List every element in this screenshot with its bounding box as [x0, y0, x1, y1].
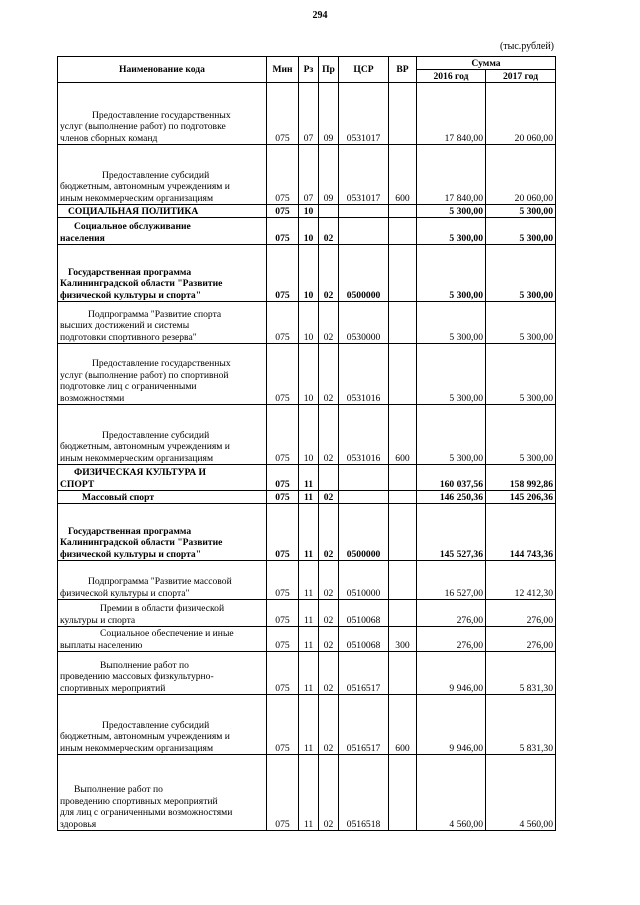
cell-y2016: 9 946,00 — [417, 652, 486, 695]
cell-csr — [339, 218, 389, 245]
cell-y2017: 276,00 — [486, 600, 556, 627]
table-row — [58, 344, 556, 405]
cell-pr: 02 — [319, 561, 339, 600]
cell-vr — [389, 561, 417, 600]
cell-csr: 0531017 — [339, 83, 389, 145]
table-row — [58, 504, 556, 561]
cell-vr: 300 — [389, 627, 417, 652]
cell-vr — [389, 465, 417, 491]
cell-name: Подпрограмма "Развитие массовой физической культуры и спорта" — [58, 561, 267, 600]
cell-y2016: 5 300,00 — [417, 205, 486, 218]
cell-name: Предоставление субсидий бюджетным, автономным учреждениям и иным некоммерческим организациям — [58, 145, 267, 205]
cell-y2016: 5 300,00 — [417, 218, 486, 245]
cell-y2016: 160 037,56 — [417, 465, 486, 491]
cell-csr: 0500000 — [339, 245, 389, 302]
cell-pr: 02 — [319, 405, 339, 465]
cell-min: 075 — [267, 652, 299, 695]
cell-rz: 11 — [299, 491, 319, 504]
cell-vr — [389, 302, 417, 344]
cell-vr — [389, 491, 417, 504]
header-vr: ВР — [389, 57, 417, 83]
cell-y2016: 146 250,36 — [417, 491, 486, 504]
cell-name: Выполнение работ по проведению массовых физкультурно- спортивных мероприятий — [58, 652, 267, 695]
cell-min: 075 — [267, 627, 299, 652]
cell-vr — [389, 205, 417, 218]
table-row — [58, 491, 556, 504]
cell-min: 075 — [267, 600, 299, 627]
cell-y2016: 5 300,00 — [417, 245, 486, 302]
cell-rz: 11 — [299, 695, 319, 755]
cell-csr: 0531016 — [339, 344, 389, 405]
cell-y2017: 158 992,86 — [486, 465, 556, 491]
header-min: Мин — [267, 57, 299, 83]
cell-name: Социальное обеспечение и иные выплаты населению — [58, 627, 267, 652]
cell-y2017: 5 831,30 — [486, 652, 556, 695]
cell-vr — [389, 504, 417, 561]
cell-y2017: 5 831,30 — [486, 695, 556, 755]
cell-min: 075 — [267, 344, 299, 405]
cell-name: Предоставление субсидий бюджетным, автономным учреждениям и иным некоммерческим организациям — [58, 405, 267, 465]
cell-y2017: 5 300,00 — [486, 302, 556, 344]
table-row — [58, 405, 556, 465]
table-row — [58, 218, 556, 245]
cell-vr — [389, 652, 417, 695]
cell-csr: 0510000 — [339, 561, 389, 600]
cell-pr — [319, 465, 339, 491]
cell-y2016: 145 527,36 — [417, 504, 486, 561]
cell-csr: 0510068 — [339, 600, 389, 627]
cell-rz: 11 — [299, 627, 319, 652]
cell-name: СОЦИАЛЬНАЯ ПОЛИТИКА — [58, 205, 267, 218]
cell-pr: 09 — [319, 83, 339, 145]
cell-min: 075 — [267, 302, 299, 344]
cell-rz: 10 — [299, 302, 319, 344]
cell-y2017: 12 412,30 — [486, 561, 556, 600]
cell-rz: 11 — [299, 652, 319, 695]
cell-min: 075 — [267, 491, 299, 504]
header-pr: Пр — [319, 57, 339, 83]
cell-csr — [339, 465, 389, 491]
cell-pr: 02 — [319, 491, 339, 504]
header-sum: Сумма — [417, 57, 556, 70]
cell-min: 075 — [267, 218, 299, 245]
cell-pr: 02 — [319, 218, 339, 245]
cell-rz: 10 — [299, 245, 319, 302]
cell-vr: 600 — [389, 695, 417, 755]
cell-min: 075 — [267, 755, 299, 831]
cell-pr: 02 — [319, 245, 339, 302]
header-year-2016: 2016 год — [417, 70, 486, 83]
cell-y2017: 144 743,36 — [486, 504, 556, 561]
cell-rz: 11 — [299, 600, 319, 627]
table-row — [58, 302, 556, 344]
cell-csr: 0530000 — [339, 302, 389, 344]
header-year-2017: 2017 год — [486, 70, 556, 83]
cell-y2016: 17 840,00 — [417, 145, 486, 205]
cell-csr: 0531017 — [339, 145, 389, 205]
units-label: (тыс.рублей) — [499, 41, 554, 52]
cell-vr — [389, 218, 417, 245]
cell-y2016: 16 527,00 — [417, 561, 486, 600]
cell-rz: 10 — [299, 344, 319, 405]
cell-y2016: 5 300,00 — [417, 344, 486, 405]
cell-min: 075 — [267, 245, 299, 302]
cell-name: Премии в области физической культуры и спорта — [58, 600, 267, 627]
cell-rz: 11 — [299, 465, 319, 491]
cell-min: 075 — [267, 205, 299, 218]
cell-pr: 02 — [319, 695, 339, 755]
cell-pr: 09 — [319, 145, 339, 205]
cell-csr: 0516517 — [339, 652, 389, 695]
header-csr: ЦСР — [339, 57, 389, 83]
cell-rz: 07 — [299, 145, 319, 205]
cell-vr — [389, 755, 417, 831]
cell-y2017: 20 060,00 — [486, 83, 556, 145]
cell-name: Подпрограмма "Развитие спорта высших достижений и системы подготовки спортивного резерва" — [58, 302, 267, 344]
cell-pr: 02 — [319, 755, 339, 831]
cell-y2017: 4 560,00 — [486, 755, 556, 831]
cell-rz: 11 — [299, 504, 319, 561]
cell-name: Выполнение работ по проведению спортивных мероприятий для лиц с ограниченными возможностями здоровья — [58, 755, 267, 831]
cell-csr: 0531016 — [339, 405, 389, 465]
cell-y2017: 20 060,00 — [486, 145, 556, 205]
cell-csr: 0510068 — [339, 627, 389, 652]
table-row — [58, 652, 556, 695]
table-body — [58, 83, 556, 831]
cell-y2016: 9 946,00 — [417, 695, 486, 755]
cell-name: Государственная программа Калининградской области "Развитие физической культуры и спорта" — [58, 504, 267, 561]
cell-y2017: 276,00 — [486, 627, 556, 652]
cell-vr — [389, 83, 417, 145]
table-row — [58, 83, 556, 145]
table-row — [58, 465, 556, 491]
cell-name: Предоставление государственных услуг (выполнение работ) по спортивной подготовке лиц с ограниченными возможностями — [58, 344, 267, 405]
cell-vr: 600 — [389, 405, 417, 465]
cell-vr — [389, 245, 417, 302]
table-row — [58, 145, 556, 205]
cell-name: Государственная программа Калининградской области "Развитие физической культуры и спорта" — [58, 245, 267, 302]
cell-pr: 02 — [319, 627, 339, 652]
cell-vr — [389, 344, 417, 405]
cell-y2017: 5 300,00 — [486, 205, 556, 218]
cell-min: 075 — [267, 145, 299, 205]
cell-y2017: 145 206,36 — [486, 491, 556, 504]
cell-csr — [339, 205, 389, 218]
cell-y2017: 5 300,00 — [486, 218, 556, 245]
cell-y2016: 17 840,00 — [417, 83, 486, 145]
cell-pr: 02 — [319, 344, 339, 405]
cell-min: 075 — [267, 695, 299, 755]
cell-csr: 0516517 — [339, 695, 389, 755]
table-row — [58, 755, 556, 831]
cell-min: 075 — [267, 504, 299, 561]
cell-pr: 02 — [319, 504, 339, 561]
cell-name: Предоставление субсидий бюджетным, автономным учреждениям и иным некоммерческим организациям — [58, 695, 267, 755]
cell-y2016: 276,00 — [417, 627, 486, 652]
cell-min: 075 — [267, 465, 299, 491]
cell-y2016: 5 300,00 — [417, 302, 486, 344]
cell-rz: 11 — [299, 755, 319, 831]
table-row — [58, 205, 556, 218]
page-number: 294 — [312, 10, 328, 21]
cell-pr: 02 — [319, 652, 339, 695]
header-rz: Рз — [299, 57, 319, 83]
table-row — [58, 561, 556, 600]
cell-y2017: 5 300,00 — [486, 344, 556, 405]
cell-y2016: 5 300,00 — [417, 405, 486, 465]
cell-rz: 10 — [299, 218, 319, 245]
budget-table — [57, 56, 556, 831]
cell-rz: 07 — [299, 83, 319, 145]
cell-min: 075 — [267, 83, 299, 145]
cell-rz: 10 — [299, 205, 319, 218]
table-row — [58, 627, 556, 652]
table-row — [58, 600, 556, 627]
cell-rz: 11 — [299, 561, 319, 600]
cell-csr: 0500000 — [339, 504, 389, 561]
cell-min: 075 — [267, 561, 299, 600]
cell-name: ФИЗИЧЕСКАЯ КУЛЬТУРА И СПОРТ — [58, 465, 267, 491]
cell-name: Предоставление государственных услуг (выполнение работ) по подготовке членов сборных команд — [58, 83, 267, 145]
cell-csr: 0516518 — [339, 755, 389, 831]
cell-min: 075 — [267, 405, 299, 465]
cell-name: Социальное обслуживание населения — [58, 218, 267, 245]
cell-y2017: 5 300,00 — [486, 405, 556, 465]
table-row — [58, 245, 556, 302]
cell-pr: 02 — [319, 302, 339, 344]
cell-pr — [319, 205, 339, 218]
cell-pr: 02 — [319, 600, 339, 627]
cell-y2016: 4 560,00 — [417, 755, 486, 831]
cell-y2016: 276,00 — [417, 600, 486, 627]
cell-vr — [389, 600, 417, 627]
cell-name: Массовый спорт — [58, 491, 267, 504]
cell-csr — [339, 491, 389, 504]
table-row — [58, 695, 556, 755]
cell-rz: 10 — [299, 405, 319, 465]
cell-y2017: 5 300,00 — [486, 245, 556, 302]
header-name: Наименование кода — [58, 57, 267, 83]
cell-vr: 600 — [389, 145, 417, 205]
